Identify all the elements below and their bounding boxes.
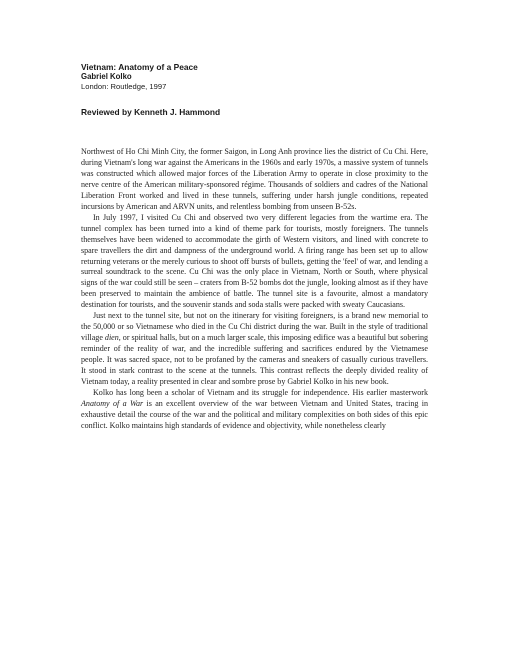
review-paragraph — [81, 213, 428, 312]
paragraph-text: is an excellent overview of the war between Vietnam and United States, tracing in exhaustive detail the course of the war and the political and military complexities on both sides of this epic conflict. Kolko maintains high standards of evidence and objectivity, while nonetheless clearly — [81, 398, 428, 430]
reviewer-byline: Reviewed by Kenneth J. Hammond — [81, 107, 221, 117]
review-paragraph — [81, 311, 428, 388]
paragraph-text: , or spiritual halls, but on a much larger scale, this imposing edifice was a beautiful but sobering reminder of the reality of war, and the incredible suffering and sacrifices endured by the Vietnamese people. It was sacred space, not to be profaned by the cameras and sneakers of casually curious travellers. It stood in stark contrast to the scene at the tunnels. This contrast reflects the deeply divided reality of Vietnam today, a reality presented in clear and sombre prose by Gabriel Kolko in his new book. — [81, 333, 428, 387]
review-paragraph — [81, 147, 428, 213]
book-title: Vietnam: Anatomy of a Peace — [81, 62, 198, 72]
paragraph-text: Northwest of Ho Chi Minh City, the former Saigon, in Long Anh province lies the district of Cu Chi. Here, during Vietnam's long war against the Americans in the 1960s and early 1970s, a massive system of tunnels was constructed which allowed major forces of the Liberation Army to operate in close proximity to the nerve centre of the American military-sponsored régime. Thousands of soldiers and cadres of the National Liberation Front worked and lived in these tunnels, suffering under harsh jungle conditions, repeated incursions by American and ARVN units, and relentless bombing from unseen B-52s. — [81, 147, 428, 211]
italic-text: Anatomy of a War — [81, 398, 144, 408]
book-details — [81, 62, 441, 91]
paragraph-text: In July 1997, I visited Cu Chi and observed two very different legacies from the wartime era. The tunnel complex has been turned into a kind of theme park for tourists, mostly foreigners. The tunnels themselves have been widened to accommodate the girth of Western visitors, and lined with concrete to spare travellers the dirt and dampness of the underground world. A firing range has been set up to allow returning veterans or the merely curious to shoot off bursts of bullets, getting the 'feel' of war, and lending a surreal soundtrack to the scene. Cu Chi was the only place in Vietnam, North or South, where physical signs of the war could still be seen – craters from B-52 bombs dot the jungle, looking almost as if they have been preserved to maintain the ambience of battle. The tunnel site is a favourite, almost a mandatory destination for tourists, and the souvenir stands and soda stalls were packed with sweaty Caucasians. — [81, 212, 428, 310]
paragraph-text: Kolko has long been a scholar of Vietnam and its struggle for independence. His earlier masterwork — [93, 387, 428, 397]
paragraph-text: Just next to the tunnel site, but not on the itinerary for visiting foreigners, is a brand new memorial to the 50,000 or so Vietnamese who died in the Cu Chi district during the war. Built in the style of traditional village — [81, 311, 428, 343]
book-publisher: London: Routledge, 1997 — [81, 81, 167, 91]
book-author: Gabriel Kolko — [81, 72, 132, 81]
review-paragraph — [81, 388, 428, 432]
italic-text: dien — [104, 333, 119, 343]
review-body — [81, 147, 428, 432]
